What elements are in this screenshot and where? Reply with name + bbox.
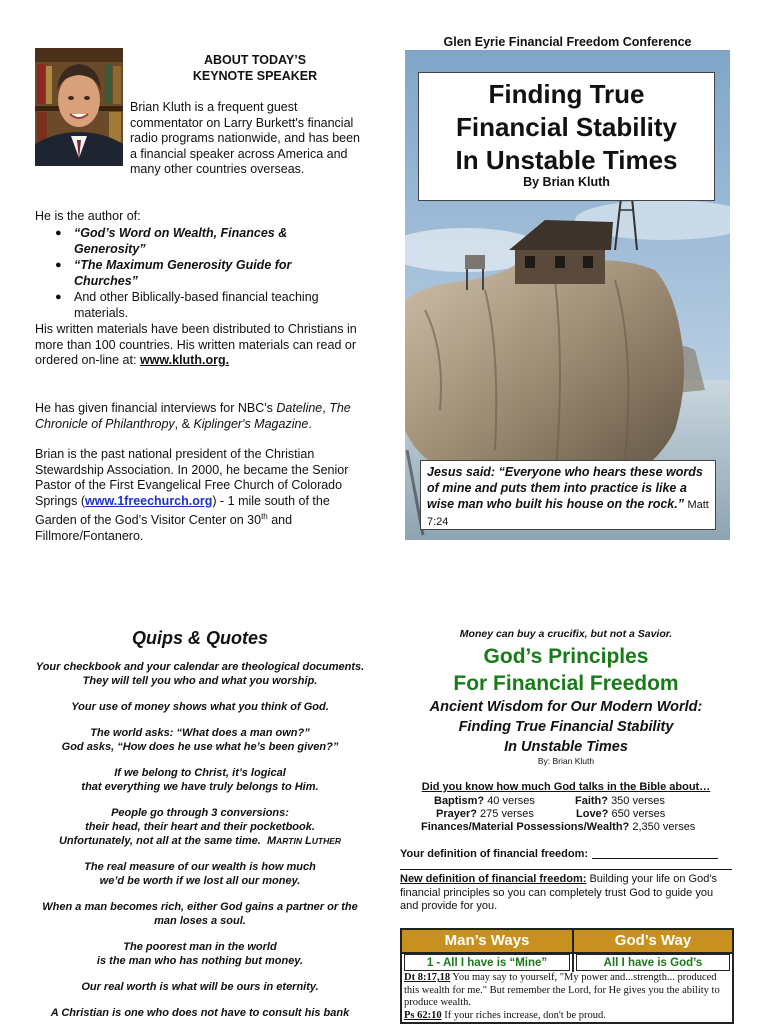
subtitle-line-2: Finding True Financial Stability (458, 719, 674, 735)
keynote-speaker-heading (160, 52, 350, 84)
mans-ways-header: Man’s Ways (402, 930, 572, 952)
quips-title: Quips & Quotes (131, 628, 268, 648)
book-item (53, 258, 353, 289)
bio-intro-text: Brian Kluth is a frequent guest commentator on Larry Burkett's financial radio programs nationwide, and has been a financial speaker across America and many other countries overseas. (130, 100, 361, 176)
cover-title-line-1: Finding True (488, 79, 645, 109)
stat-finances (421, 821, 695, 833)
subtitle-line-1: Ancient Wisdom for Our Modern World: (429, 699, 703, 715)
new-definition (400, 873, 732, 914)
quote-text: Your checkbook and your calendar are theological documents. They will tell you who and what you worship. (35, 661, 365, 687)
heading-line-1: ABOUT TODAY’S (203, 53, 307, 67)
quote-item (30, 900, 370, 928)
quote-text: Unfortunately, not all at the same time. (58, 835, 261, 847)
cover-title-line-2: Financial Stability (455, 112, 678, 142)
verse-references (404, 972, 730, 1022)
quote-text: Our real worth is what will be ours in eternity. (81, 981, 319, 993)
stat-label: Finances/Material Possessions/Wealth? (421, 821, 630, 833)
gods-way-point-1: All I have is God’s (576, 954, 730, 971)
cover-title-box (418, 72, 715, 201)
church-website-link[interactable]: www.1freechurch.org (85, 493, 213, 508)
quote-text: we’d be worth if we lost all our money. (99, 875, 301, 887)
distribution-text: His written materials have been distributed to Christians in more than 100 countries. His written materials can read or ordered on-line at: (35, 322, 357, 367)
verse-ref: Ps 62:10 (404, 1009, 442, 1021)
mans-ways-point-1: 1 - All I have is “Mine” (404, 954, 570, 971)
quote-text: When a man becomes rich, either God gains a partner or the man loses a soul. (42, 901, 358, 927)
interviews-sep: , & (174, 416, 194, 431)
verse-item (404, 1010, 730, 1023)
principles-subtitle (400, 697, 732, 757)
quote-text: God asks, “How does he use what he’s been given?” (61, 741, 339, 753)
attr-smallcaps: UTHER (311, 836, 342, 846)
heading-line-2: KEYNOTE SPEAKER (192, 69, 318, 83)
ways-table (400, 928, 734, 1024)
verse-item (404, 972, 730, 1010)
pastor-text-3: and Fillmore/Fontanero. (35, 513, 293, 543)
quote-item (30, 660, 370, 688)
interviews-end: . (308, 416, 312, 431)
book-title: And other Biblically-based financial teaching materials. (74, 290, 319, 320)
pastor-text-2: ) - 1 mile south of the Garden of the God’s Visitor Center on 30 (35, 493, 330, 528)
gods-way-header: God’s Way (574, 930, 732, 952)
attr-smallcaps: ARTIN (276, 836, 302, 846)
cover-title (419, 73, 714, 177)
cover-title-line-3: In Unstable Times (455, 145, 678, 175)
kluth-website-link[interactable]: www.kluth.org. (139, 353, 230, 367)
photo-wrap-spacer (35, 100, 130, 170)
crucifix-quote: Money can buy a crucifix, but not a Savior. (459, 628, 673, 640)
interviews-text: He has given financial interviews for NBC's (35, 401, 277, 415)
quote-text: People go through 3 conversions: (111, 807, 289, 819)
interviews-sep: , (322, 401, 330, 415)
stat-label: Love? (576, 808, 609, 820)
stat-value: 350 verses (611, 795, 665, 807)
quote-text: If we belong to Christ, it’s logical (114, 767, 286, 779)
dateline-title: Dateline (276, 401, 323, 415)
quote-attribution (267, 835, 341, 847)
quote-item (30, 726, 370, 754)
divider (400, 869, 732, 870)
quote-text: Jesus said: “Everyone who hears these words of mine and puts them into practice is like a wise man who built his house on the rock.” (427, 465, 703, 511)
book-title: “The Maximum Generosity Guide for Churches” (74, 258, 292, 288)
cover-byline: By Brian Kluth (523, 175, 610, 189)
stat-prayer (436, 808, 534, 820)
quote-item (30, 700, 370, 714)
quote-reference: Matt 7:24 (427, 499, 709, 528)
bullet-icon: ● (55, 291, 62, 303)
quote-text: their head, their heart and their pocketbook. (85, 821, 315, 833)
pastor-paragraph (35, 447, 370, 544)
stat-value: 650 verses (611, 808, 666, 820)
stat-label: Prayer? (436, 808, 477, 820)
quotes-list (30, 660, 370, 1024)
definition-blank-line[interactable] (592, 858, 718, 859)
quote-text: Your use of money shows what you think of God. (71, 701, 329, 713)
bullet-icon: ● (55, 259, 62, 271)
quote-text: The poorest man in the world (123, 941, 277, 953)
principles-title-line-1: God’s Principles (483, 645, 649, 668)
quote-text: that everything we have truly belongs to Him. (81, 781, 319, 793)
stat-label: Baptism? (434, 795, 485, 807)
stat-love (576, 808, 665, 820)
stat-value: 40 verses (487, 795, 535, 807)
quote-text: is the man who has nothing but money. (96, 955, 304, 967)
principles-title (400, 643, 732, 697)
book-list (53, 226, 353, 322)
stat-baptism (434, 795, 535, 807)
attr-initial: M (266, 835, 277, 847)
author-of-label: He is the author of: (35, 209, 141, 223)
quote-item (30, 1006, 370, 1020)
quote-item (30, 860, 370, 888)
interviews-paragraph (35, 401, 370, 432)
stat-value: 2,350 verses (632, 821, 696, 833)
new-definition-label: New definition of financial freedom: (400, 873, 587, 885)
conference-title: Glen Eyrie Financial Freedom Conference (443, 35, 692, 49)
quote-text: The world asks: “What does a man own?” (90, 727, 310, 739)
book-item (53, 290, 353, 321)
definition-prompt (400, 848, 732, 860)
subtitle-line-3: In Unstable Times (504, 739, 628, 755)
ordinal-suffix: th (261, 512, 268, 521)
quote-item (30, 806, 370, 848)
verse-ref: Dt 8:17,18 (404, 972, 451, 983)
stat-label: Faith? (575, 795, 608, 807)
scripture-quote-box (420, 460, 716, 530)
did-you-know-heading: Did you know how much God talks in the Bible about… (421, 781, 711, 793)
attr-initial: L (305, 835, 312, 847)
verse-text: If your riches increase, don't be proud. (441, 1009, 606, 1021)
principles-byline: By: Brian Kluth (537, 756, 595, 766)
new-definition-text: Building your life on God’s financial principles so you can completely trust God to guide you and provide for you. (400, 873, 718, 912)
definition-prompt-label: Your definition of financial freedom: (400, 848, 589, 860)
column-separator (572, 930, 574, 972)
pastor-text: Brian is the past national president of the Christian Stewardship Association. In 2000, he became the Senior Pastor of the First Evangelical Free Church of Colorado Springs ( (35, 447, 349, 508)
bio-intro-paragraph (35, 100, 365, 178)
quote-item (30, 980, 370, 994)
stat-value: 275 verses (480, 808, 534, 820)
principles-title-line-2: For Financial Freedom (453, 672, 679, 695)
quote-item (30, 766, 370, 794)
quote-text: The real measure of our wealth is how much (84, 861, 316, 873)
verse-text: You may say to yourself, "My power and...strength... produced this wealth for me." But remember the Lord, for He gives you the ability to produce wealth. (404, 972, 720, 1008)
book-item (53, 226, 353, 257)
kiplinger-title: Kiplinger's Magazine (193, 416, 309, 431)
distribution-paragraph (35, 322, 365, 369)
stat-faith (575, 795, 665, 807)
quote-text: A Christian is one who does not have to consult his bank (50, 1007, 350, 1019)
quote-item (30, 940, 370, 968)
book-title: “God’s Word on Wealth, Finances & Generosity” (74, 226, 288, 256)
chronicle-title: The Chronicle of Philanthropy (35, 401, 351, 431)
bullet-icon: ● (55, 227, 62, 239)
